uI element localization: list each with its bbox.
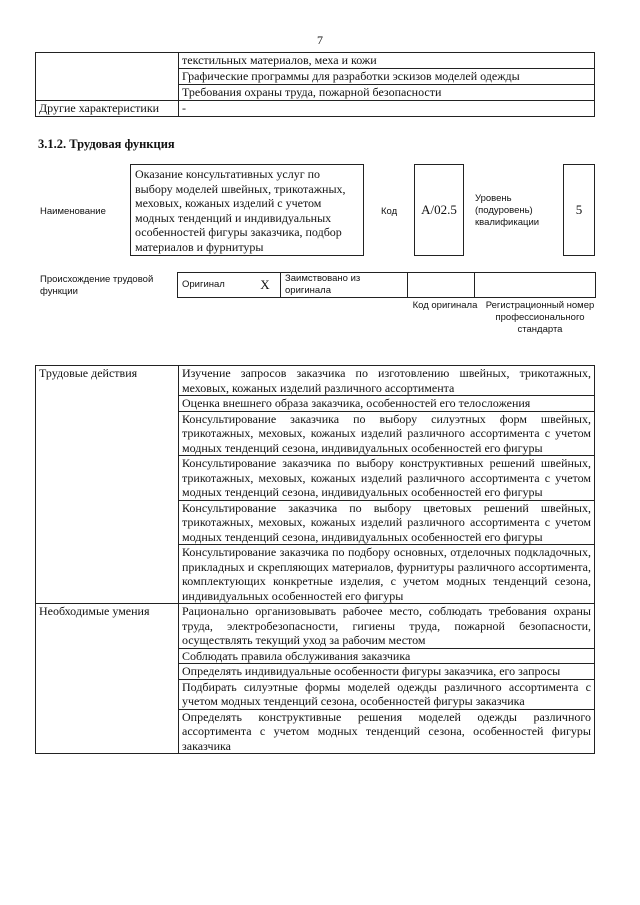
table-cell: Графические программы для разработки эскизов моделей одежды	[179, 69, 595, 85]
function-name-box: Оказание консультативных услуг по выбору моделей швейных, трикотажных, меховых, кожаных изделий с учетом модных тенденций и индивидуальных особенностей фигуры заказчика, подбор материалов и фурнитуры	[130, 164, 364, 256]
qualification-level-value: 5	[575, 202, 583, 217]
labor-action: Консультирование заказчика по выбору конструктивных решений швейных, трикотажных, меховых, кожаных изделий различного ассортимента с учетом модных тенденций сезона, индивидуальных особенностей его фигуры	[179, 456, 595, 501]
table-row	[178, 273, 596, 298]
table-cell: текстильных материалов, меха и кожи	[179, 53, 595, 69]
name-label: Наименование	[40, 206, 106, 217]
skill: Определять конструктивные решения моделей одежды различного ассортимента с учетом модных тенденций сезона, особенностей фигуры заказчика	[179, 709, 595, 754]
continuation-table	[35, 52, 595, 117]
section-heading: 3.1.2. Трудовая функция	[38, 137, 175, 151]
other-characteristics-value: -	[179, 101, 595, 117]
origin-table	[177, 272, 596, 298]
registration-number-cell	[475, 273, 596, 298]
table-row	[36, 53, 595, 69]
labor-action: Изучение запросов заказчика по изготовлению швейных, трикотажных, меховых, кожаных изделий различного ассортимента	[179, 366, 595, 396]
empty-label-cell	[36, 53, 179, 101]
skill: Рационально организовывать рабочее место, соблюдать требования охраны труда, электробезопасности, гигиены труда, пожарной безопасности, осуществлять текущий уход за рабочим местом	[179, 604, 595, 649]
skill: Определять индивидуальные особенности фигуры заказчика, его запросы	[179, 664, 595, 680]
original-code-cell	[408, 273, 475, 298]
labor-action: Консультирование заказчика по подбору основных, отделочных подкладочных, прикладных и скрепляющих материалов, фурнитуры различного ассортимента, комплектующих конкретные изделия, с учетом модных тенденций сезона, индивидуальных особенностей его фигуры	[179, 545, 595, 604]
qualification-level-label: Уровень (подуровень) квалификации	[475, 193, 540, 228]
code-box	[414, 164, 464, 256]
skill: Подбирать силуэтные формы моделей одежды различного ассортимента с учетом модных тенденций сезона, особенностей фигуры заказчика	[179, 679, 595, 709]
labor-action: Консультирование заказчика по выбору цветовых решений швейных, трикотажных, меховых, кожаных изделий различного ассортимента с учетом модных тенденций сезона, индивидуальных особенностей его фигуры	[179, 500, 595, 545]
original-label: Оригинал	[178, 273, 251, 298]
table-row	[36, 366, 595, 396]
table-row	[36, 101, 595, 117]
table-row	[36, 604, 595, 649]
qualification-level-box	[563, 164, 595, 256]
labor-action: Консультирование заказчика по выбору силуэтных форм швейных, трикотажных, меховых, кожаных изделий различного ассортимента с учетом модных тенденций сезона, индивидуальных особенностей его фигуры	[179, 411, 595, 456]
skills-label: Необходимые умения	[36, 604, 179, 754]
page-number: 7	[317, 33, 323, 47]
labor-actions-label: Трудовые действия	[36, 366, 179, 604]
code-value: А/02.5	[421, 202, 457, 217]
code-label: Код	[381, 206, 398, 217]
code-caption: Код оригинала	[412, 300, 478, 311]
labor-function-table	[35, 365, 595, 754]
origin-label: Происхождение трудовой функции	[40, 274, 154, 297]
labor-action: Оценка внешнего образа заказчика, особенностей его телосложения	[179, 396, 595, 412]
skill: Соблюдать правила обслуживания заказчика	[179, 648, 595, 664]
other-characteristics-label: Другие характеристики	[36, 101, 179, 117]
original-mark: X	[250, 273, 281, 298]
registration-caption: Регистрационный номер профессионального стандарта	[485, 300, 595, 335]
table-cell: Требования охраны труда, пожарной безопасности	[179, 85, 595, 101]
borrowed-label: Заимствовано из оригинала	[281, 273, 408, 298]
